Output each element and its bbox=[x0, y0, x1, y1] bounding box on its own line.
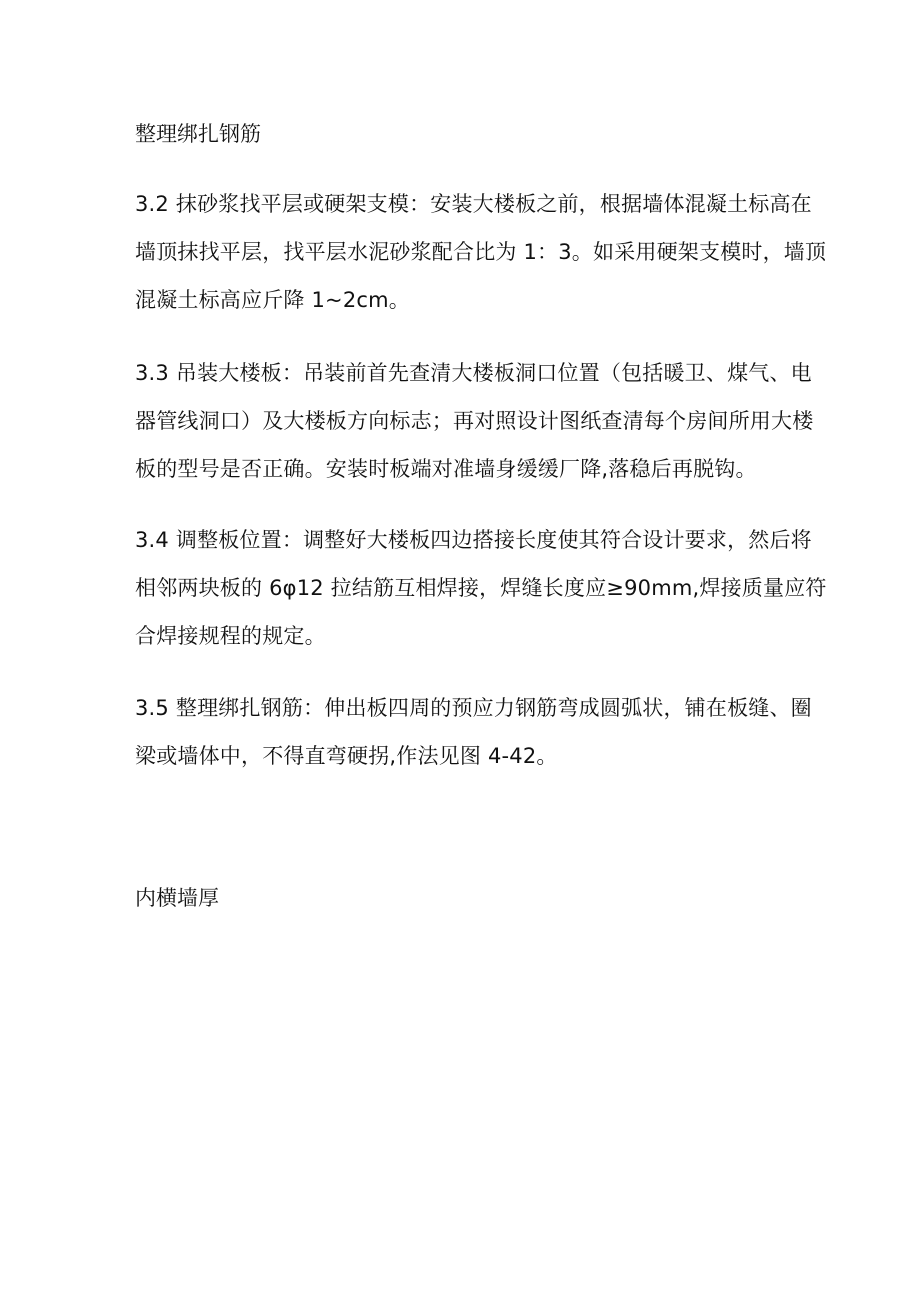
footer-heading: 内横墙厚 bbox=[135, 886, 219, 910]
paragraph-line: 相邻两块板的 6φ12 拉结筋互相焊接，焊缝长度应≥90mm,焊接质量应符 bbox=[135, 576, 827, 600]
paragraph-3-4 bbox=[135, 516, 827, 660]
paragraph-line: 3.4 调整板位置：调整好大楼板四边搭接长度使其符合设计要求，然后将 bbox=[135, 528, 812, 552]
paragraph-line: 3.2 抹砂浆找平层或硬架支模：安装大楼板之前，根据墙体混凝土标高在 bbox=[135, 192, 812, 216]
paragraph-line: 梁或墙体中，不得直弯硬拐,作法见图 4-42。 bbox=[135, 744, 558, 768]
section-heading: 整理绑扎钢筋 bbox=[135, 122, 261, 146]
paragraph-3-3 bbox=[135, 349, 814, 493]
paragraph-line: 3.3 吊装大楼板：吊装前首先查清大楼板洞口位置（包括暖卫、煤气、电 bbox=[135, 361, 812, 385]
paragraph-line: 3.5 整理绑扎钢筋：伸出板四周的预应力钢筋弯成圆弧状，铺在板缝、圈 bbox=[135, 696, 812, 720]
paragraph-line: 混凝土标高应斤降 1~2cm。 bbox=[135, 288, 410, 312]
paragraph-3-5 bbox=[135, 684, 812, 780]
paragraph-3-2 bbox=[135, 180, 827, 324]
paragraph-line: 器管线洞口）及大楼板方向标志；再对照设计图纸查清每个房间所用大楼 bbox=[135, 409, 814, 433]
paragraph-line: 墙顶抹找平层，找平层水泥砂浆配合比为 1：3。如采用硬架支模时，墙顶 bbox=[135, 240, 827, 264]
paragraph-line: 合焊接规程的规定。 bbox=[135, 624, 326, 648]
paragraph-line: 板的型号是否正确。安装时板端对准墙身缓缓厂降,落稳后再脱钩。 bbox=[135, 457, 757, 481]
